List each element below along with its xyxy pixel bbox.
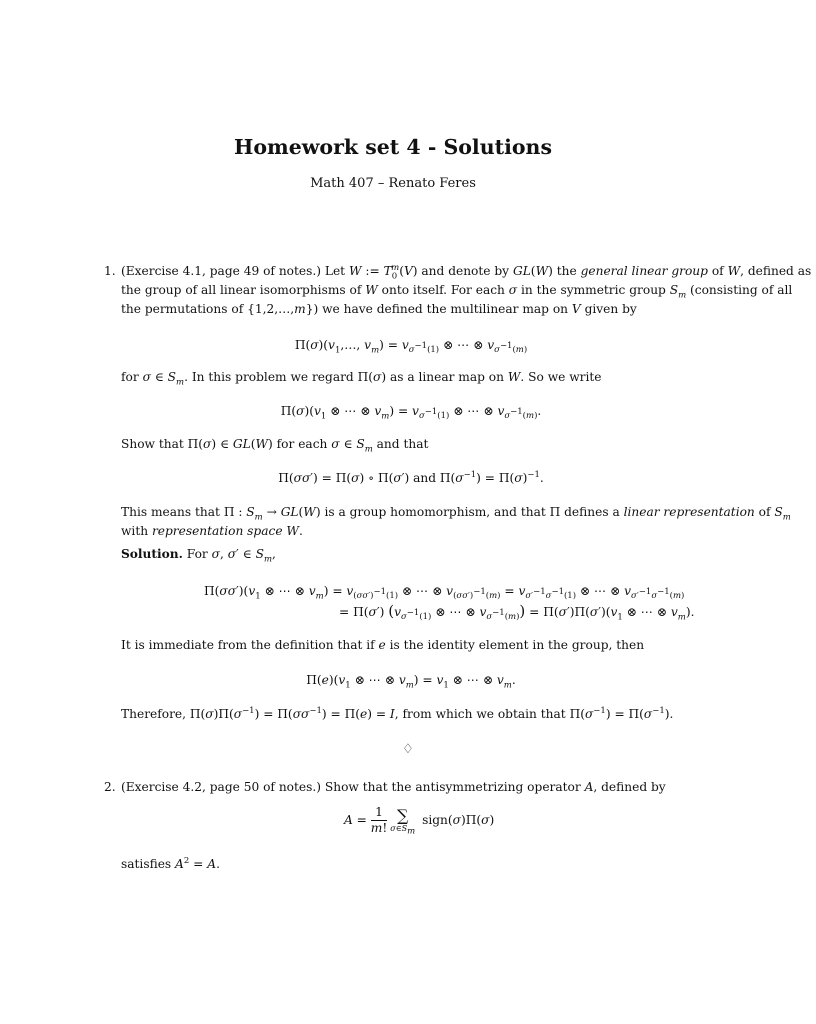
problem-1-means-line-1: This means that Π : $S_m \to GL(W)$ is a group homomorphism, and that Π defines a linear representation of $S_m$: [121, 505, 791, 523]
problem-1-show-text: Show that Π(σ) ∈ GL(W) for each σ ∈ $S_m$ and that: [121, 437, 429, 455]
fraction-one-over-m-factorial: $\frac{1}{m!}$: [370, 805, 388, 835]
summation-symbol: ∑ $\sigma\in S_m$: [390, 805, 416, 837]
equation-homomorphism: Π(σσ′) = Π(σ) ∘ Π(σ′) and $\Pi(\sigma^{-1}) = \Pi(\sigma)^{-1}$.: [278, 469, 544, 485]
problem-2-number: 2.: [104, 780, 116, 794]
document-title: Homework set 4 - Solutions: [233, 135, 553, 159]
equation-identity: $\Pi(e)(v_1$ ⊗ ⋯ ⊗ $v_m) = v_1$ ⊗ ⋯ ⊗ $v_m$.: [306, 673, 516, 691]
problem-2-satisfies-text: satisfies $A^2 = A$.: [121, 855, 220, 871]
equation-antisymmetrizer: A = $\frac{1}{m!}$ ∑ $\sigma\in S_m$ sign(σ)Π(σ): [344, 805, 495, 837]
problem-1-number: 1.: [104, 264, 116, 278]
end-of-solution-diamond: ♢: [402, 742, 414, 757]
problem-1-intro-line-2: the group of all linear isomorphisms of W onto itself. For each σ in the symmetric group $S_m$ (consisting of all: [121, 283, 793, 301]
problem-1-immediate-text: It is immediate from the definition that if e is the identity element in the group, then: [121, 638, 645, 652]
problem-1-therefore-text: Therefore, $\Pi(\sigma)\Pi(\sigma^{-1}) = \Pi(\sigma\sigma^{-1}) = \Pi(e) = I$, from which we obtain that $\Pi(\sigma^{-1}) = \Pi(\sigma^{-1})$.: [121, 705, 674, 721]
problem-1-means-line-2: with representation space W.: [121, 524, 303, 538]
equation-solution-line-2: = Π(σ′) ($v_{\sigma^{-1}(1)}$ ⊗ ⋯ ⊗ $v_{\sigma^{-1}(m)}) = \Pi(\sigma')\Pi(\sigma')(v_1$ ⊗ ⋯ ⊗ $v_m$).: [339, 602, 695, 623]
equation-solution-line-1: $\Pi(\sigma\sigma')(v_1$ ⊗ ⋯ ⊗ $v_m) = v_{(\sigma\sigma')^{-1}(1)}$ ⊗ ⋯ ⊗ $v_{(\sigma\sigma')^{-1}(m)} = v_{\sigma'^{-1}\sigma^{-1}(1)}$ ⊗ ⋯ ⊗ $v_{\sigma'^{-1}\sigma^{-1}(m)}$: [204, 584, 685, 602]
equation-tensor-map: $\Pi(\sigma)(v_1$ ⊗ ⋯ ⊗ $v_m) = v_{\sigma^{-1}(1)}$ ⊗ ⋯ ⊗ $v_{\sigma^{-1}(m)}$.: [280, 404, 542, 422]
problem-1-intro-line-3: the permutations of {1,2,…,m}) we have defined the multilinear map on V given by: [121, 302, 637, 316]
equation-multilinear-map: $\Pi(\sigma)(v_1,\dots$, $v_m) = v_{\sigma^{-1}(1)}$ ⊗ ⋯ ⊗ $v_{\sigma^{-1}(m)}$: [294, 338, 528, 356]
problem-1-intro-line-1: (Exercise 4.1, page 49 of notes.) Let W := $T_0^m(V)$ and denote by GL(W) the general linear group of W, defined as: [121, 262, 812, 282]
document-subtitle: Math 407 – Renato Feres: [310, 176, 476, 191]
problem-1-linear-map-text: for σ ∈ $S_m$. In this problem we regard Π(σ) as a linear map on W. So we write: [121, 370, 602, 388]
problem-1-solution-label: Solution. For σ, σ′ ∈ $S_m$,: [121, 547, 276, 565]
problem-2-intro: (Exercise 4.2, page 50 of notes.) Show that the antisymmetrizing operator A, defined by: [121, 780, 666, 794]
